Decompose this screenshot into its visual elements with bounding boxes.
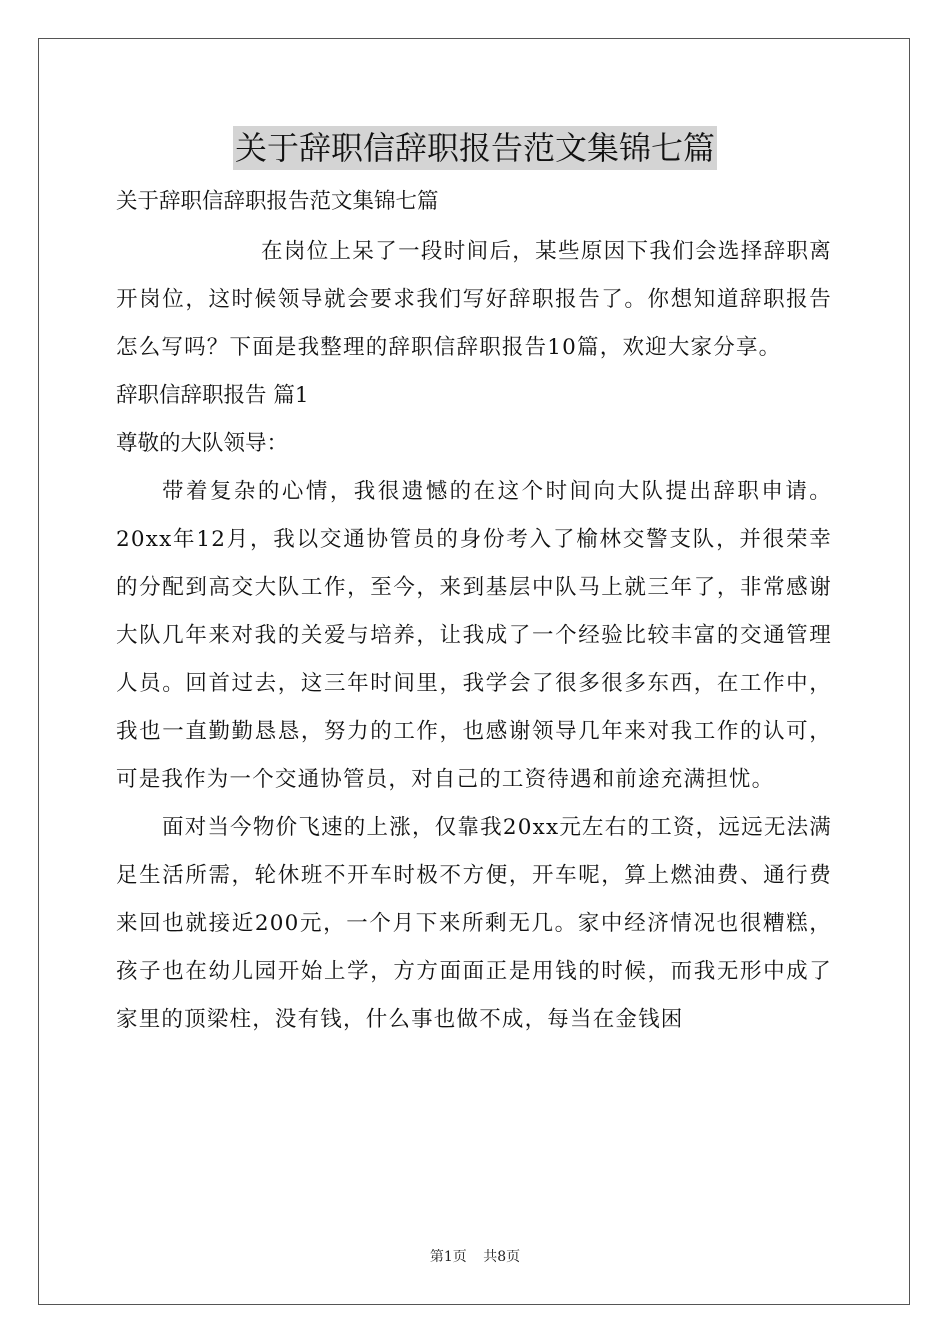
page-number: 第1页 (429, 1249, 467, 1265)
page-total: 共8页 (483, 1249, 521, 1265)
body-paragraph-1: 带着复杂的心情，我很遗憾的在这个时间向大队提出辞职申请。20xx年12月，我以交通协管员的身份考入了榆林交警支队，并很荣幸的分配到高交大队工作，至今，来到基层中队马上就三年了，非常感谢大队几年来对我的关爱与培养，让我成了一个经验比较丰富的交通管理人员。回首过去，这三年时间里，我学会了很多很多东西，在工作中，我也一直勤勤恳恳，努力的工作，也感谢领导几年来对我工作的认可，可是我作为一个交通协管员，对自己的工资待遇和前途充满担忧。 (116, 479, 832, 792)
title-container (0, 126, 950, 170)
body-paragraph-2: 面对当今物价飞速的上涨，仅靠我20xx元左右的工资，远远无法满足生活所需，轮休班不开车时极不方便，开车呢，算上燃油费、通行费来回也就接近200元，一个月下来所剩无几。家中经济情况也很糟糕，孩子也在幼儿园开始上学，方方面面正是用钱的时候，而我无形中成了家里的顶梁柱，没有钱，什么事也做不成，每当在金钱困 (116, 815, 832, 1032)
document-body (116, 178, 832, 1044)
page-footer (0, 1246, 950, 1266)
salutation: 尊敬的大队领导： (116, 431, 289, 456)
intro-paragraph: 在岗位上呆了一段时间后，某些原因下我们会选择辞职离开岗位，这时候领导就会要求我们写好辞职报告了。你想知道辞职报告怎么写吗？下面是我整理的辞职信辞职报告10篇，欢迎大家分享。 (116, 239, 832, 360)
document-subtitle: 关于辞职信辞职报告范文集锦七篇 (116, 189, 439, 214)
document-title: 关于辞职信辞职报告范文集锦七篇 (233, 126, 717, 170)
section-heading: 辞职信辞职报告 篇1 (116, 383, 309, 408)
